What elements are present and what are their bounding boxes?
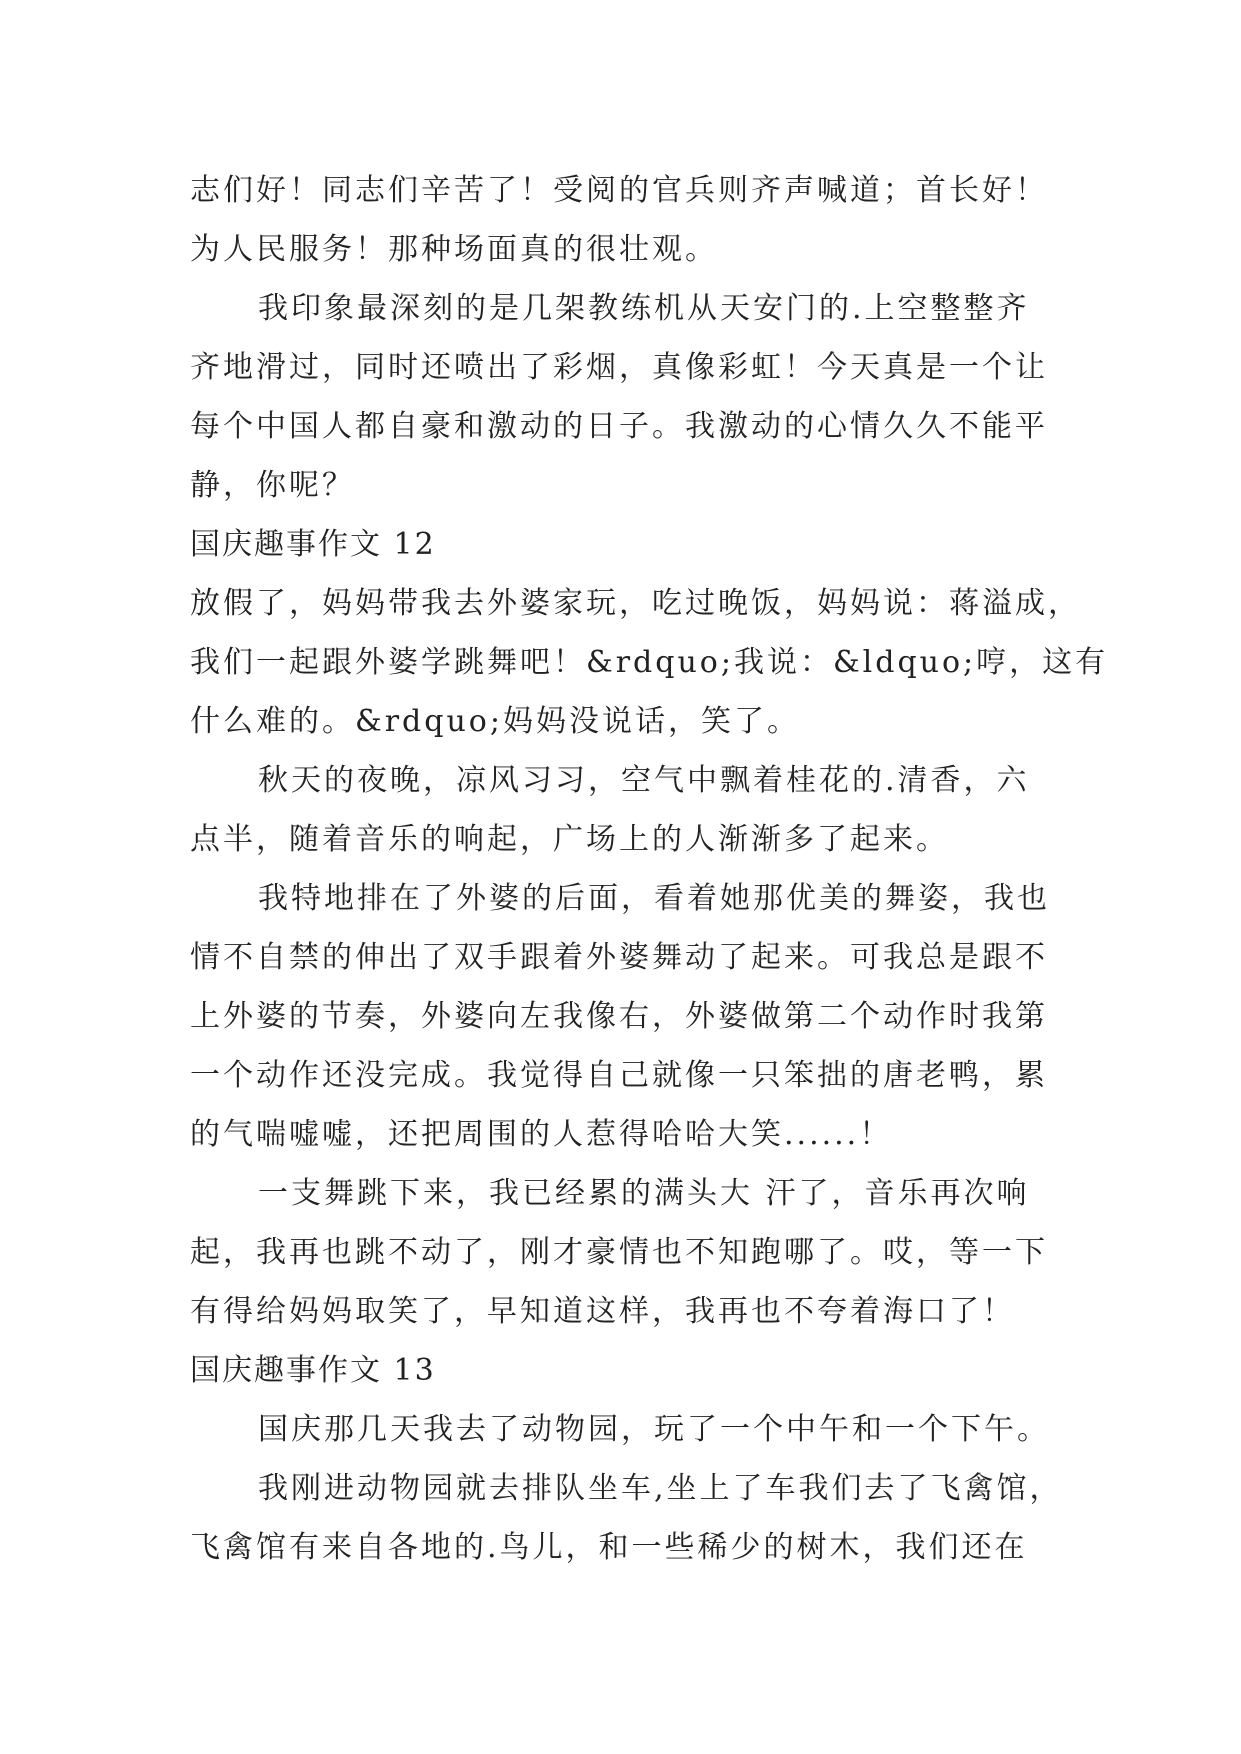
- text-line: 放假了，妈妈带我去外婆家玩，吃过晚饭，妈妈说：蒋溢成，: [190, 586, 1081, 621]
- text-line: 静，你呢？: [190, 468, 355, 503]
- text-line: 一个动作还没完成。我觉得自己就像一只笨拙的唐老鸭，累: [190, 1058, 1048, 1093]
- text-line: 点半，随着音乐的响起，广场上的人渐渐多了起来。: [190, 822, 949, 857]
- text-line: 我刚进动物园就去排队坐车,坐上了车我们去了飞禽馆，: [258, 1471, 1063, 1506]
- text-line: 上外婆的节奏，外婆向左我像右，外婆做第二个动作时我第: [190, 999, 1048, 1034]
- section-heading: 国庆趣事作文 12: [190, 527, 436, 562]
- text-line: 志们好！同志们辛苦了！受阅的官兵则齐声喊道；首长好！: [190, 173, 1048, 208]
- text-line: 一支舞跳下来，我已经累的满头大 汗了，音乐再次响: [258, 1176, 1030, 1211]
- text-line: 我特地排在了外婆的后面，看着她那优美的舞姿，我也: [258, 881, 1050, 916]
- document-body: [190, 161, 1109, 1577]
- section-heading: 国庆趣事作文 13: [190, 1353, 436, 1388]
- text-line: 我印象最深刻的是几架教练机从天安门的.上空整整齐: [258, 291, 1030, 326]
- text-line: 有得给妈妈取笑了，早知道这样，我再也不夸着海口了！: [190, 1294, 1015, 1329]
- text-line: 为人民服务！那种场面真的很壮观。: [190, 232, 718, 267]
- text-line: 每个中国人都自豪和激动的日子。我激动的心情久久不能平: [190, 409, 1048, 444]
- text-line: 秋天的夜晚，凉风习习，空气中飘着桂花的.清香，六: [258, 763, 1030, 798]
- text-line: 国庆那几天我去了动物园，玩了一个中午和一个下午。: [258, 1412, 1050, 1447]
- text-line: 我们一起跟外婆学跳舞吧！&rdquo;我说：&ldquo;哼，这有: [190, 645, 1109, 680]
- text-line: 起，我再也跳不动了，刚才豪情也不知跑哪了。哎，等一下: [190, 1235, 1048, 1270]
- text-line: 什么难的。&rdquo;妈妈没说话，笑了。: [190, 704, 800, 739]
- text-line: 飞禽馆有来自各地的.鸟儿，和一些稀少的树木，我们还在: [190, 1530, 1028, 1565]
- text-line: 齐地滑过，同时还喷出了彩烟，真像彩虹！今天真是一个让: [190, 350, 1048, 385]
- text-line: 的气喘嘘嘘，还把周围的人惹得哈哈大笑......！: [190, 1117, 893, 1152]
- text-line: 情不自禁的伸出了双手跟着外婆舞动了起来。可我总是跟不: [190, 940, 1048, 975]
